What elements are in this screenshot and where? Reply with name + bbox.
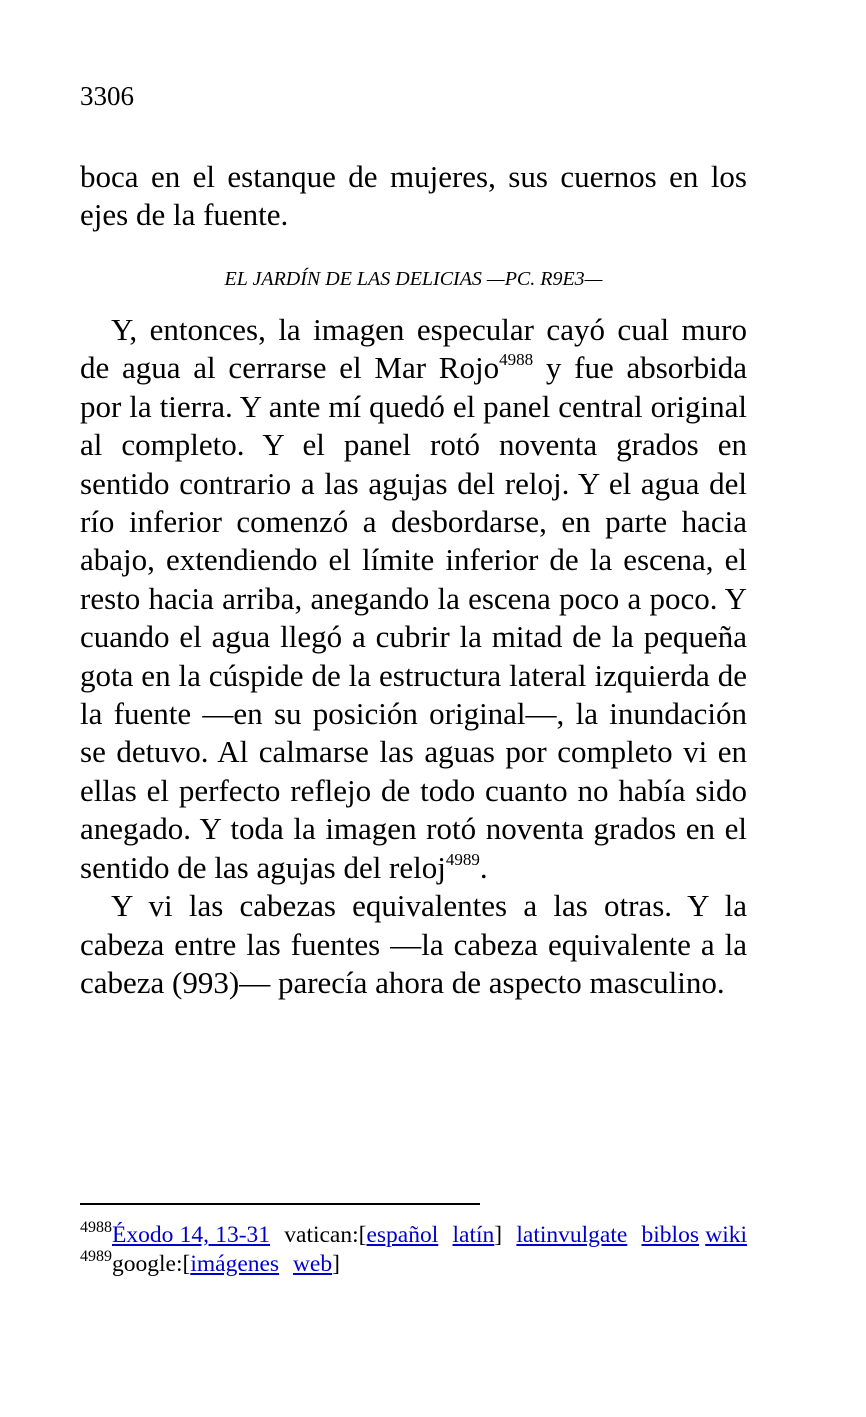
wiki-link[interactable]: wiki	[705, 1222, 748, 1248]
vatican-prefix: vatican:[	[284, 1222, 367, 1248]
paragraph-1-part-b: y fue absorbida por la tierra. Y ante mí quedó el panel central original al completo. Y el panel rotó noventa grados en sentido contrario a las agujas del reloj. Y el agua del río inferior comenzó a desbordarse, en parte hacia abajo, extendiendo el límite inferior de la escena, el resto hacia arriba, anegando la escena poco a poco. Y cuando el agua llegó a cubrir la mitad de la pequeña gota en la cúspide de la estructura lateral izquierda de la fuente —en su posición original—, la inundación se detuvo. Al calmarse las aguas por completo vi en ellas el perfecto reflejo de todo cuanto no había sido anegado. Y toda la imagen rotó noventa grados en el sentido de las agujas del reloj	[80, 350, 747, 885]
google-suffix: ]	[332, 1251, 340, 1277]
body-text	[80, 311, 747, 1002]
intro-paragraph: boca en el estanque de mujeres, sus cuernos en los ejes de la fuente.	[80, 159, 747, 233]
google-web-link[interactable]: web	[292, 1251, 333, 1277]
paragraph-1	[80, 311, 747, 887]
footnote-4989	[80, 1250, 747, 1279]
paragraph-2: Y vi las cabezas equivalentes a las otras. Y la cabeza entre las fuentes —la cabeza equivalente a la cabeza (993)— parecía ahora de aspecto masculino.	[80, 888, 747, 1000]
latinvulgate-link[interactable]: latinvulgate	[516, 1222, 628, 1248]
page-number: 3306	[80, 81, 134, 111]
footnote-number: 4988	[80, 1219, 112, 1236]
google-images-link[interactable]: imágenes	[190, 1251, 280, 1277]
biblos-link[interactable]: biblos	[641, 1222, 699, 1248]
google-prefix: google:[	[112, 1251, 191, 1277]
vatican-latin-link[interactable]: latín	[452, 1222, 495, 1248]
exodus-reference-link[interactable]: Éxodo 14, 13-31	[112, 1222, 271, 1248]
footnote-ref-4989[interactable]: 4989	[445, 849, 480, 869]
paragraph-1-part-c: .	[479, 849, 488, 885]
footnote-separator	[80, 1203, 480, 1205]
footnote-4988	[80, 1221, 747, 1250]
vatican-spanish-link[interactable]: español	[366, 1222, 439, 1248]
footnote-number: 4989	[80, 1248, 112, 1265]
paragraph-1-part-a: Y, entonces, la imagen especular cayó cual muro de agua al cerrarse el Mar Rojo	[80, 312, 747, 386]
vatican-suffix: ]	[494, 1222, 503, 1248]
section-heading: EL JARDÍN DE LAS DELICIAS —PC. R9E3—	[224, 268, 603, 290]
footnote-ref-4988[interactable]: 4988	[499, 350, 534, 370]
footnotes	[80, 1221, 747, 1279]
